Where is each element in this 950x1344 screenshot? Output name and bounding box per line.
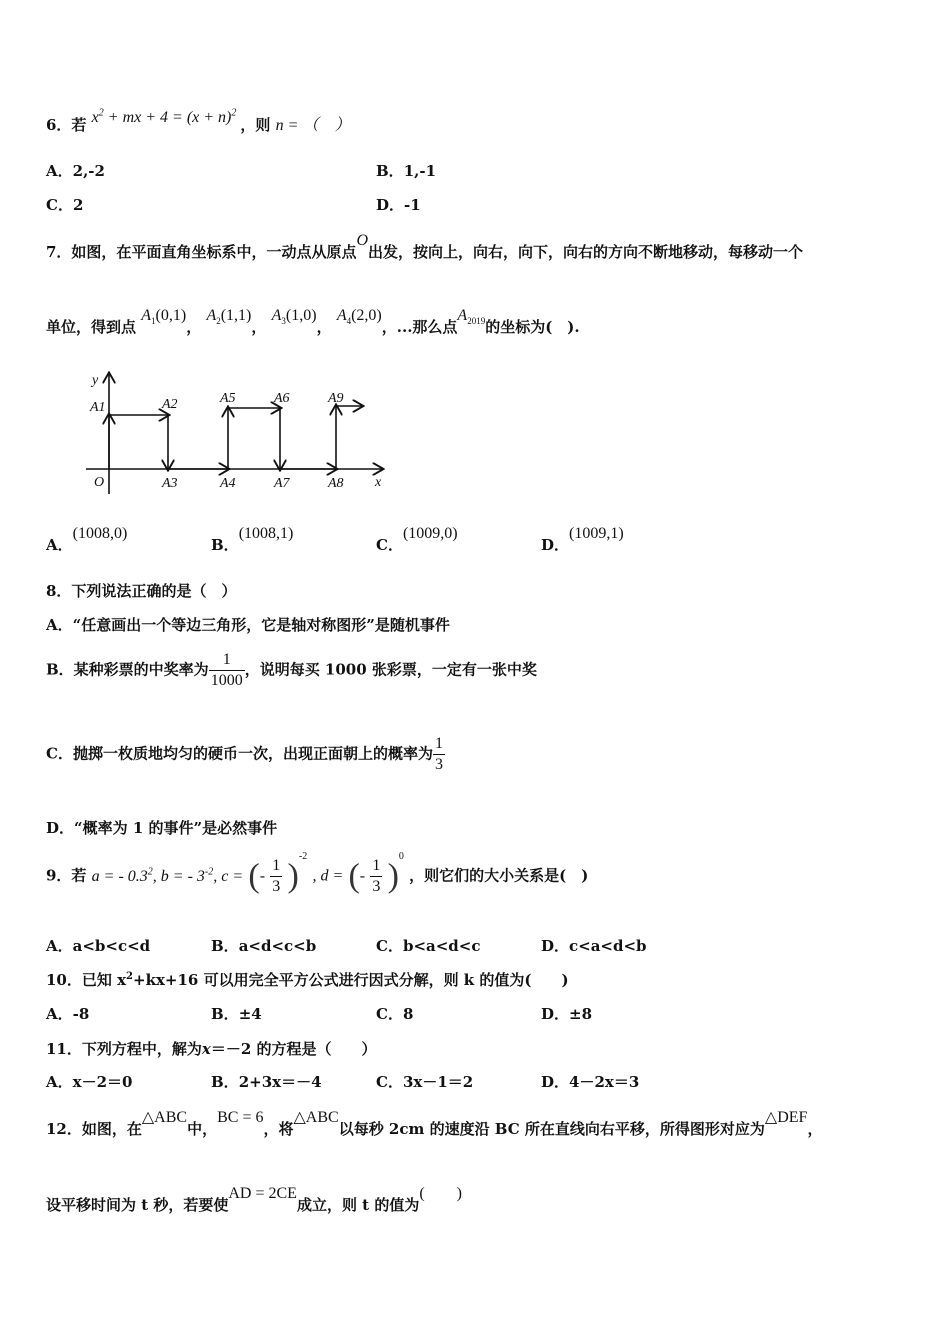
- q8-option-b[interactable]: B．某种彩票的中奖率为 $\frac{1}{1000}$ ，说明每买 1000 张彩票，一定有一张中奖: [46, 651, 537, 689]
- q8-c-fraction: $\frac{1}{3}$: [434, 735, 443, 773]
- point-a3: $A_3(1,0)$: [271, 307, 317, 327]
- point-a4: $A_4(2,0)$: [336, 307, 382, 327]
- triangle-abc-1: △ABC: [141, 1109, 188, 1126]
- question-6-stem: [46, 107, 351, 135]
- point-a1: $A_1(0,1)$: [141, 307, 187, 327]
- q10-option-a[interactable]: A．-8: [46, 1005, 90, 1023]
- label-a8: A8: [328, 476, 344, 491]
- q11-option-d[interactable]: D．4－2x＝3: [541, 1073, 640, 1091]
- question-12-line2: 设平移时间为 t 秒，若要使AD = 2CE成立，则 t 的值为( ): [46, 1185, 462, 1214]
- q9-option-c[interactable]: C．b<a<d<c: [376, 937, 481, 955]
- triangle-def: △DEF: [764, 1109, 808, 1126]
- q7-option-a[interactable]: A．(1008,0): [46, 525, 128, 554]
- label-a3: A3: [162, 476, 178, 491]
- q11-option-c[interactable]: C．3x－1＝2: [376, 1073, 474, 1091]
- q10-option-d[interactable]: D．±8: [541, 1005, 593, 1023]
- label-a7: A7: [274, 476, 290, 491]
- origin-figure-label: O: [94, 475, 105, 490]
- x-axis-label: x: [375, 475, 382, 490]
- q9-option-d[interactable]: D．c<a<d<b: [541, 937, 647, 955]
- q10-option-c[interactable]: C．8: [376, 1005, 414, 1023]
- q9-option-b[interactable]: B．a<d<c<b: [211, 937, 317, 955]
- q8-option-a[interactable]: A．“任意画出一个等边三角形，它是轴对称图形”是随机事件: [46, 616, 450, 634]
- y-axis-label: y: [92, 373, 99, 388]
- label-a5: A5: [220, 391, 236, 406]
- q7-option-d[interactable]: D．(1009,1): [541, 525, 624, 554]
- q9-a: a = - $0.3^2$, b = - $3^{-2}$, c =: [91, 866, 244, 885]
- question-10-stem: 10．已知 $x^2+kx+16$ 可以用完全平方公式进行因式分解，则 k 的值为( ): [46, 971, 569, 989]
- label-a2: A2: [162, 397, 178, 412]
- q6-option-b[interactable]: B．1,-1: [376, 162, 437, 180]
- question-11-stem: 11．下列方程中，解为x＝－2 的方程是（ ）: [46, 1040, 377, 1058]
- q6-expr: $x^2$ + mx + $4 = (x + n)^2$: [91, 107, 237, 126]
- q12-answer-paren: ( ): [419, 1185, 462, 1202]
- question-12-line1: 12．如图，在△ABC中，BC = 6，将△ABC以每秒 2cm 的速度沿 BC 所在直线向右平移，所得图形对应为△DEF，: [46, 1109, 823, 1138]
- q6-option-d[interactable]: D．-1: [376, 196, 421, 214]
- point-a2: $A_2(1,1)$: [206, 307, 252, 327]
- question-9-stem: 9．若 a = - $0.3^2$, b = - $3^{-2}$, c = (- $\frac{1}{3}$ )$^{-2}$ , d = (- $\frac{1}{3}$ )$^0$ ，则它们的大小关系是( ): [46, 850, 589, 895]
- q12-condition: AD = 2CE: [228, 1185, 297, 1202]
- q7-option-c[interactable]: C．(1009,0): [376, 525, 458, 554]
- q6-number: 6．若: [46, 116, 87, 134]
- question-7-line2: 单位，得到点 $A_1(0,1)$， $A_2(1,1)$， $A_3(1,0)$， $A_4(2,0)$，...那么点$A_{2019}$的坐标为( ).: [46, 307, 580, 336]
- q7-option-b[interactable]: B．(1008,1): [211, 525, 294, 554]
- q9-d-fraction: $\frac{1}{3}$: [372, 857, 381, 895]
- q7-path-figure: [84, 368, 394, 498]
- label-a9: A9: [328, 391, 344, 406]
- q6-n-eq: n = （ ）: [275, 117, 351, 134]
- triangle-abc-2: △ABC: [293, 1109, 339, 1126]
- q9-c-fraction: $\frac{1}{3}$: [272, 857, 281, 895]
- bc-length: BC = 6: [217, 1109, 264, 1126]
- q11-option-a[interactable]: A．x－2＝0: [46, 1073, 133, 1091]
- question-7-line1: 7．如图，在平面直角坐标系中，一动点从原点O出发，按向上，向右，向下，向右的方向不断地移动，每移动一个: [46, 232, 804, 261]
- q10-option-b[interactable]: B．±4: [211, 1005, 262, 1023]
- origin-label: O: [356, 232, 369, 249]
- q8-option-c[interactable]: C．抛掷一枚质地均匀的硬币一次，出现正面朝上的概率为 $\frac{1}{3}$: [46, 735, 443, 773]
- q6-option-c[interactable]: C．2: [46, 196, 84, 214]
- q8-option-d[interactable]: D．“概率为 1 的事件”是必然事件: [46, 819, 278, 837]
- q11-option-b[interactable]: B．2+3x＝－4: [211, 1073, 322, 1091]
- point-a2019: $A_{2019}$: [457, 307, 486, 327]
- q6-option-a[interactable]: A．2,-2: [46, 162, 105, 180]
- question-8-stem: 8．下列说法正确的是（ ）: [46, 582, 237, 600]
- label-a1: A1: [90, 400, 106, 415]
- label-a6: A6: [274, 391, 290, 406]
- label-a4: A4: [220, 476, 236, 491]
- q9-option-a[interactable]: A．a<b<c<d: [46, 937, 151, 955]
- q6-then: ，则: [240, 116, 271, 134]
- q8-b-fraction: $\frac{1}{1000}$: [210, 651, 243, 689]
